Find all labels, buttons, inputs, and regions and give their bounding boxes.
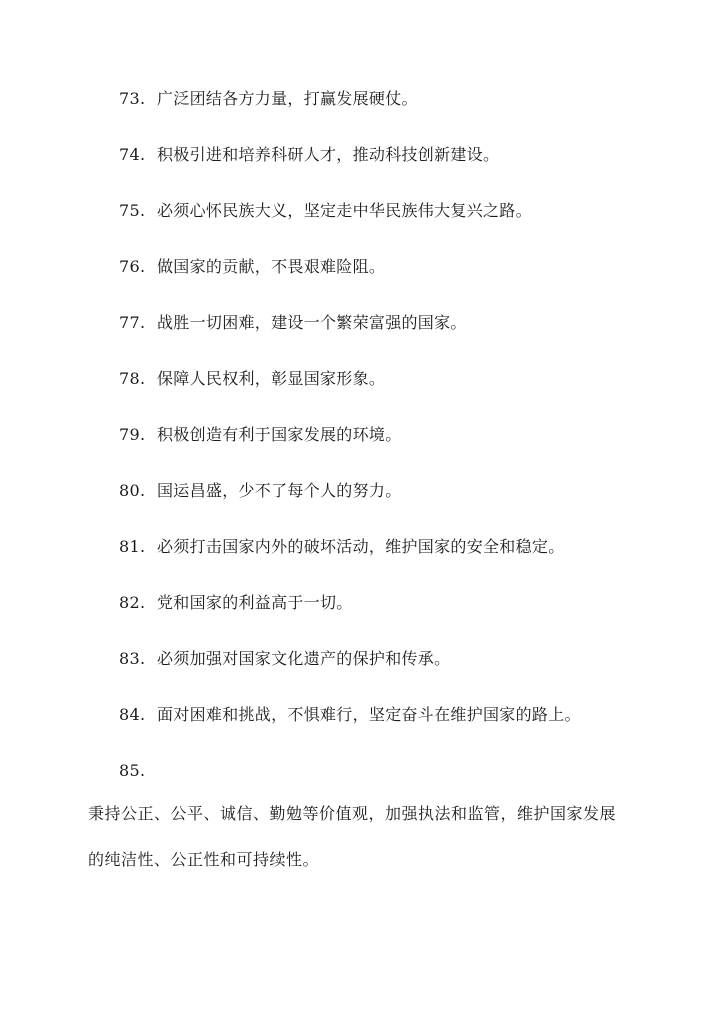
item-text: 积极引进和培养科研人才，推动科技创新建设。: [157, 145, 500, 164]
item-number: 75.: [119, 201, 146, 220]
item-text: 党和国家的利益高于一切。: [157, 593, 353, 612]
item-text: 保障人民权利，彰显国家形象。: [157, 369, 386, 388]
item-text: 面对困难和挑战，不惧难行，坚定奋斗在维护国家的路上。: [157, 705, 581, 724]
item-number: 76.: [119, 257, 146, 276]
item-number: 84.: [119, 705, 146, 724]
item-text: 积极创造有利于国家发展的环境。: [157, 425, 402, 444]
item-number: 79.: [119, 425, 146, 444]
item-number: 85.: [119, 761, 146, 780]
item-number: 73.: [119, 89, 146, 108]
item-number: 82.: [119, 593, 146, 612]
list-item: [119, 256, 385, 278]
item-number: 80.: [119, 481, 146, 500]
list-item: [119, 144, 499, 166]
list-item: [119, 424, 402, 446]
item-text: 必须心怀民族大义，坚定走中华民族伟大复兴之路。: [157, 201, 532, 220]
list-item: [119, 760, 157, 782]
paragraph-line: 秉持公正、公平、诚信、勤勉等价值观，加强执法和监管，维护国家发展: [88, 804, 617, 823]
item-text: 国运昌盛，少不了每个人的努力。: [157, 481, 402, 500]
list-item: [119, 536, 565, 558]
item-text: 战胜一切困难，建设一个繁荣富强的国家。: [157, 313, 467, 332]
list-item: [119, 704, 581, 726]
item-text: 必须打击国家内外的破坏活动，维护国家的安全和稳定。: [157, 537, 565, 556]
list-item: [119, 312, 467, 334]
paragraph-line: 的纯洁性、公正性和可持续性。: [88, 850, 320, 869]
item-text: 做国家的贡献，不畏艰难险阻。: [157, 257, 386, 276]
item-number: 81.: [119, 537, 146, 556]
item-number: 77.: [119, 313, 146, 332]
item-text: 必须加强对国家文化遗产的保护和传承。: [157, 649, 451, 668]
item-number: 74.: [119, 145, 146, 164]
item-number: 78.: [119, 369, 146, 388]
list-item: [119, 88, 418, 110]
list-item: [119, 200, 532, 222]
item-number: 83.: [119, 649, 146, 668]
list-item: [119, 480, 402, 502]
list-item: [119, 368, 385, 390]
list-item: [119, 592, 353, 614]
list-item: [119, 648, 450, 670]
item-text: 广泛团结各方力量，打赢发展硬仗。: [157, 89, 418, 108]
